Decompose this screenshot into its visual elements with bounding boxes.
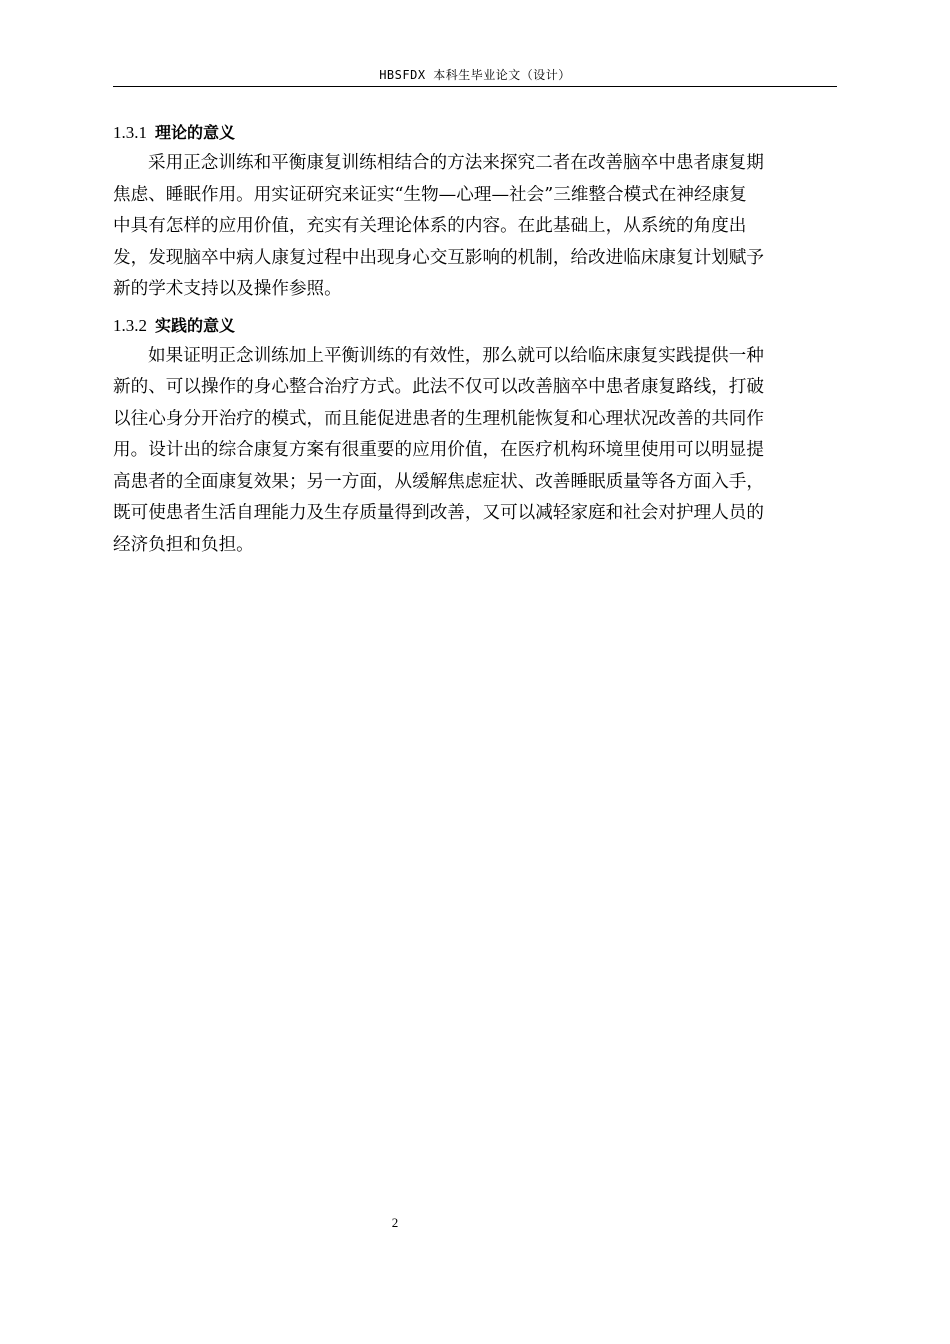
section-title: 实践的意义 — [155, 315, 236, 335]
paragraph-line: 高患者的全面康复效果；另一方面，从缓解焦虑症状、改善睡眠质量等各方面入手， — [113, 471, 764, 492]
page-header: HBSFDX 本科生毕业论文（设计） — [113, 66, 837, 87]
section-title: 理论的意义 — [155, 123, 236, 142]
paragraph-practice — [113, 341, 837, 562]
paragraph-theory — [113, 148, 837, 306]
section-heading-practice — [113, 311, 837, 341]
document-body — [113, 118, 837, 561]
paragraph-line: 用。设计出的综合康复方案有很重要的应用价值，在医疗机构环境里使用可以明显提 — [113, 440, 764, 460]
page-number: 2 — [391, 1215, 399, 1230]
section-number: 1.3.1 — [113, 123, 147, 142]
paragraph-line: 如果证明正念训练加上平衡训练的有效性，那么就可以给临床康复实践提供一种 — [148, 345, 764, 366]
section-heading-theory — [113, 118, 837, 148]
paragraph-line: 以往心身分开治疗的模式，而且能促进患者的生理机能恢复和心理状况改善的共同作 — [113, 408, 764, 429]
paragraph-line: 既可使患者生活自理能力及生存质量得到改善，又可以减轻家庭和社会对护理人员的 — [113, 503, 764, 523]
paragraph-line: 发，发现脑卒中病人康复过程中出现身心交互影响的机制，给改进临床康复计划赋予 — [113, 247, 764, 268]
paragraph-line: 焦虑、睡眠作用。用实证研究来证实“生物—心理—社会”三维整合模式在神经康复 — [113, 184, 747, 205]
section-number: 1.3.2 — [113, 315, 147, 335]
paragraph-line: 采用正念训练和平衡康复训练相结合的方法来探究二者在改善脑卒中患者康复期 — [148, 153, 764, 173]
paragraph-line: 新的、可以操作的身心整合治疗方式。此法不仅可以改善脑卒中患者康复路线，打破 — [113, 377, 764, 397]
paragraph-line: 新的学术支持以及操作参照。 — [113, 279, 342, 299]
paragraph-line: 中具有怎样的应用价值，充实有关理论体系的内容。在此基础上，从系统的角度出 — [113, 216, 747, 236]
paragraph-line: 经济负担和负担。 — [113, 534, 254, 555]
